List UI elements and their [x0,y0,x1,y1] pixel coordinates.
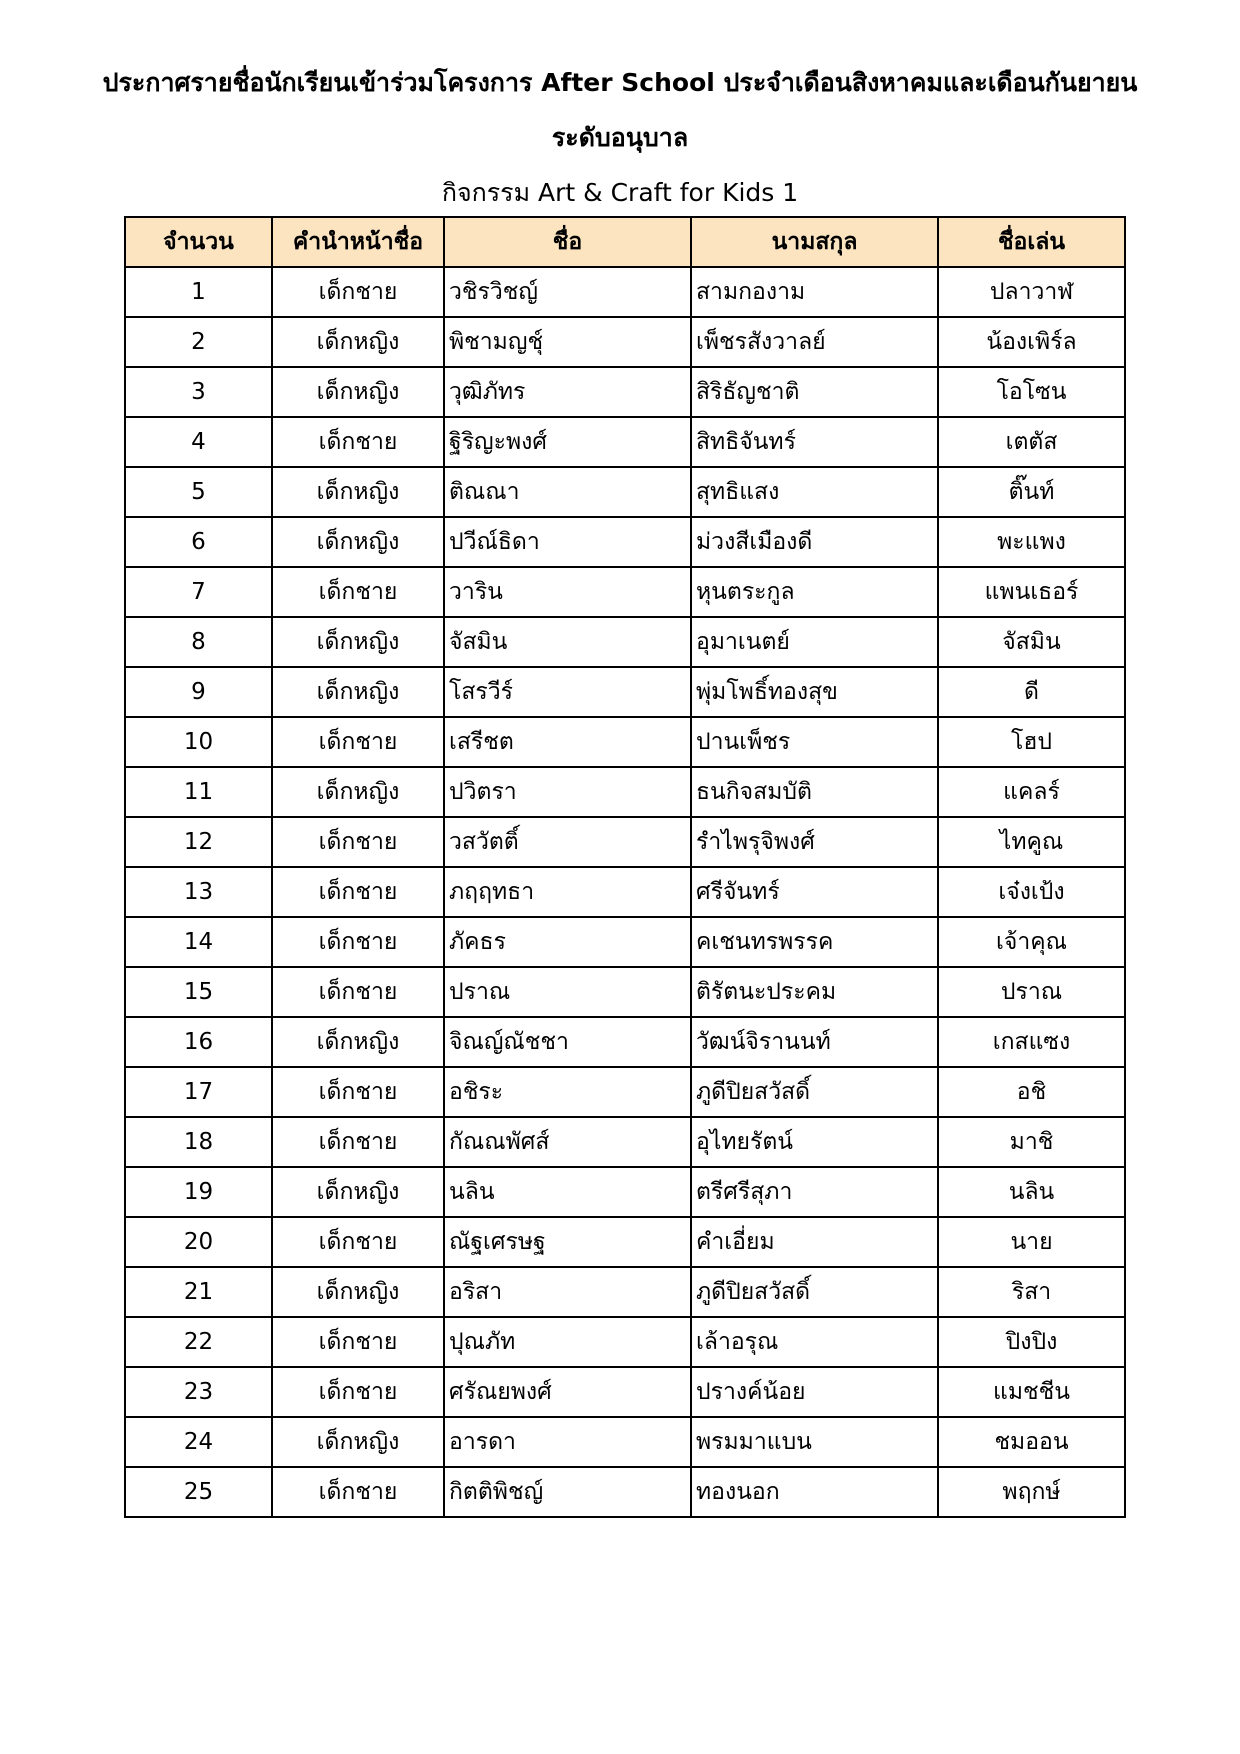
cell-first-name: วชิรวิชญ์ [444,267,691,317]
cell-prefix: เด็กชาย [272,1067,444,1117]
cell-last-name: สิริธัญชาติ [691,367,938,417]
cell-first-name: ฐิริญะพงศ์ [444,417,691,467]
table-row [125,1217,1125,1267]
cell-nickname: โฮป [938,717,1125,767]
cell-no: 12 [125,817,272,867]
header-first-name: ชื่อ [444,217,691,267]
cell-no: 21 [125,1267,272,1317]
cell-last-name: หุนตระกูล [691,567,938,617]
cell-first-name: วุฒิภัทร [444,367,691,417]
document-title: ประกาศรายชื่อนักเรียนเข้าร่วมโครงการ After School ประจำเดือนสิงหาคมและเดือนกันยายน [102,68,1138,97]
table-row [125,467,1125,517]
table-row [125,817,1125,867]
cell-prefix: เด็กชาย [272,267,444,317]
cell-no: 22 [125,1317,272,1367]
cell-first-name: กิตติพิชญ์ [444,1467,691,1517]
cell-nickname: น้องเพิร์ล [938,317,1125,367]
header-nickname: ชื่อเล่น [938,217,1125,267]
cell-no: 3 [125,367,272,417]
activity-title: กิจกรรม Art & Craft for Kids 1 [441,178,799,207]
cell-prefix: เด็กชาย [272,867,444,917]
cell-first-name: ศรัณยพงศ์ [444,1367,691,1417]
cell-prefix: เด็กชาย [272,1467,444,1517]
cell-no: 14 [125,917,272,967]
table-body [125,267,1125,1517]
cell-last-name: อุไทยรัตน์ [691,1117,938,1167]
table-row [125,1067,1125,1117]
cell-last-name: ศรีจันทร์ [691,867,938,917]
cell-nickname: จัสมิน [938,617,1125,667]
cell-last-name: ติรัตนะประคม [691,967,938,1017]
cell-first-name: เสรีชต [444,717,691,767]
cell-last-name: คำเอี่ยม [691,1217,938,1267]
table-row [125,667,1125,717]
cell-nickname: เตตัส [938,417,1125,467]
cell-last-name: ปรางค์น้อย [691,1367,938,1417]
cell-prefix: เด็กหญิง [272,1267,444,1317]
cell-prefix: เด็กหญิง [272,1417,444,1467]
cell-first-name: จิณญ์ณัชชา [444,1017,691,1067]
table-row [125,1267,1125,1317]
cell-nickname: ปิงปิง [938,1317,1125,1367]
table-row [125,917,1125,967]
cell-prefix: เด็กหญิง [272,767,444,817]
cell-last-name: รำไพรุจิพงศ์ [691,817,938,867]
cell-nickname: ไทคูณ [938,817,1125,867]
cell-last-name: พุ่มโพธิ์ทองสุข [691,667,938,717]
cell-no: 20 [125,1217,272,1267]
cell-no: 15 [125,967,272,1017]
cell-prefix: เด็กชาย [272,1367,444,1417]
header-last-name: นามสกุล [691,217,938,267]
table-row [125,517,1125,567]
cell-first-name: ปวิตรา [444,767,691,817]
cell-nickname: อชิ [938,1067,1125,1117]
cell-no: 17 [125,1067,272,1117]
cell-prefix: เด็กชาย [272,1217,444,1267]
cell-no: 25 [125,1467,272,1517]
cell-no: 23 [125,1367,272,1417]
cell-no: 16 [125,1017,272,1067]
cell-first-name: ภฤฤทธา [444,867,691,917]
cell-last-name: ม่วงสีเมืองดี [691,517,938,567]
cell-prefix: เด็กชาย [272,1317,444,1367]
document-level: ระดับอนุบาล [551,123,689,152]
cell-prefix: เด็กหญิง [272,617,444,667]
cell-nickname: แมชชีน [938,1367,1125,1417]
cell-nickname: โอโซน [938,367,1125,417]
cell-prefix: เด็กหญิง [272,367,444,417]
cell-no: 24 [125,1417,272,1467]
cell-nickname: เจ๋งเป้ง [938,867,1125,917]
table-row [125,1117,1125,1167]
table-row [125,867,1125,917]
cell-first-name: อชิระ [444,1067,691,1117]
cell-nickname: ชมออน [938,1417,1125,1467]
cell-nickname: แพนเธอร์ [938,567,1125,617]
cell-nickname: ดี [938,667,1125,717]
cell-first-name: ปวีณ์ธิดา [444,517,691,567]
cell-prefix: เด็กชาย [272,417,444,467]
header-prefix: คำนำหน้าชื่อ [272,217,444,267]
cell-first-name: ภัคธร [444,917,691,967]
table-row [125,1417,1125,1467]
table-row [125,617,1125,667]
cell-no: 11 [125,767,272,817]
table-row [125,317,1125,367]
table-row [125,267,1125,317]
cell-last-name: อุมาเนตย์ [691,617,938,667]
cell-last-name: ปานเพ็ชร [691,717,938,767]
cell-prefix: เด็กหญิง [272,1017,444,1067]
cell-last-name: คเชนทรพรรค [691,917,938,967]
cell-first-name: นลิน [444,1167,691,1217]
table-header-row [125,217,1125,267]
cell-prefix: เด็กชาย [272,1117,444,1167]
header-no: จำนวน [125,217,272,267]
cell-nickname: เจ้าคุณ [938,917,1125,967]
table-row [125,967,1125,1017]
cell-no: 13 [125,867,272,917]
cell-first-name: กัณณพัศส์ [444,1117,691,1167]
table-row [125,717,1125,767]
cell-first-name: ปราณ [444,967,691,1017]
cell-first-name: ติณณา [444,467,691,517]
cell-nickname: เกสแซง [938,1017,1125,1067]
cell-first-name: อารดา [444,1417,691,1467]
cell-last-name: สิทธิจันทร์ [691,417,938,467]
cell-no: 1 [125,267,272,317]
cell-last-name: สุทธิแสง [691,467,938,517]
cell-no: 9 [125,667,272,717]
cell-prefix: เด็กหญิง [272,467,444,517]
table-row [125,417,1125,467]
cell-no: 8 [125,617,272,667]
cell-nickname: ติ๊นท์ [938,467,1125,517]
table-row [125,1467,1125,1517]
cell-prefix: เด็กชาย [272,717,444,767]
cell-no: 6 [125,517,272,567]
cell-nickname: แคลร์ [938,767,1125,817]
table-row [125,367,1125,417]
cell-prefix: เด็กหญิง [272,317,444,367]
table-row [125,1367,1125,1417]
cell-last-name: ตรีศรีสุภา [691,1167,938,1217]
cell-last-name: ทองนอก [691,1467,938,1517]
cell-prefix: เด็กชาย [272,567,444,617]
cell-prefix: เด็กหญิง [272,1167,444,1217]
cell-no: 7 [125,567,272,617]
cell-last-name: ธนกิจสมบัติ [691,767,938,817]
cell-nickname: พะแพง [938,517,1125,567]
table-row [125,567,1125,617]
cell-nickname: มาชิ [938,1117,1125,1167]
cell-nickname: นลิน [938,1167,1125,1217]
cell-nickname: ริสา [938,1267,1125,1317]
cell-first-name: โสรวีร์ [444,667,691,717]
cell-last-name: สามกองาม [691,267,938,317]
student-table [124,216,1126,1518]
table-row [125,767,1125,817]
cell-prefix: เด็กหญิง [272,667,444,717]
table-row [125,1167,1125,1217]
cell-last-name: วัฒน์จิรานนท์ [691,1017,938,1067]
cell-first-name: อริสา [444,1267,691,1317]
cell-prefix: เด็กชาย [272,967,444,1017]
cell-first-name: วสวัตติ์ [444,817,691,867]
cell-last-name: เล้าอรุณ [691,1317,938,1367]
table-row [125,1317,1125,1367]
cell-no: 4 [125,417,272,467]
cell-prefix: เด็กชาย [272,917,444,967]
cell-last-name: ภูดีปิยสวัสดิ์ [691,1267,938,1317]
cell-first-name: ณัฐเศรษฐ [444,1217,691,1267]
cell-no: 19 [125,1167,272,1217]
cell-first-name: ปุณภัท [444,1317,691,1367]
cell-no: 10 [125,717,272,767]
cell-nickname: ปลาวาฬ [938,267,1125,317]
cell-no: 18 [125,1117,272,1167]
cell-nickname: นาย [938,1217,1125,1267]
cell-first-name: พิชามญชุ์ [444,317,691,367]
cell-nickname: ปราณ [938,967,1125,1017]
cell-first-name: จัสมิน [444,617,691,667]
cell-last-name: เพ็ชรสังวาลย์ [691,317,938,367]
cell-no: 2 [125,317,272,367]
cell-prefix: เด็กหญิง [272,517,444,567]
cell-no: 5 [125,467,272,517]
cell-nickname: พฤกษ์ [938,1467,1125,1517]
table-row [125,1017,1125,1067]
cell-prefix: เด็กชาย [272,817,444,867]
cell-last-name: พรมมาแบน [691,1417,938,1467]
cell-first-name: วาริน [444,567,691,617]
cell-last-name: ภูดีปิยสวัสดิ์ [691,1067,938,1117]
